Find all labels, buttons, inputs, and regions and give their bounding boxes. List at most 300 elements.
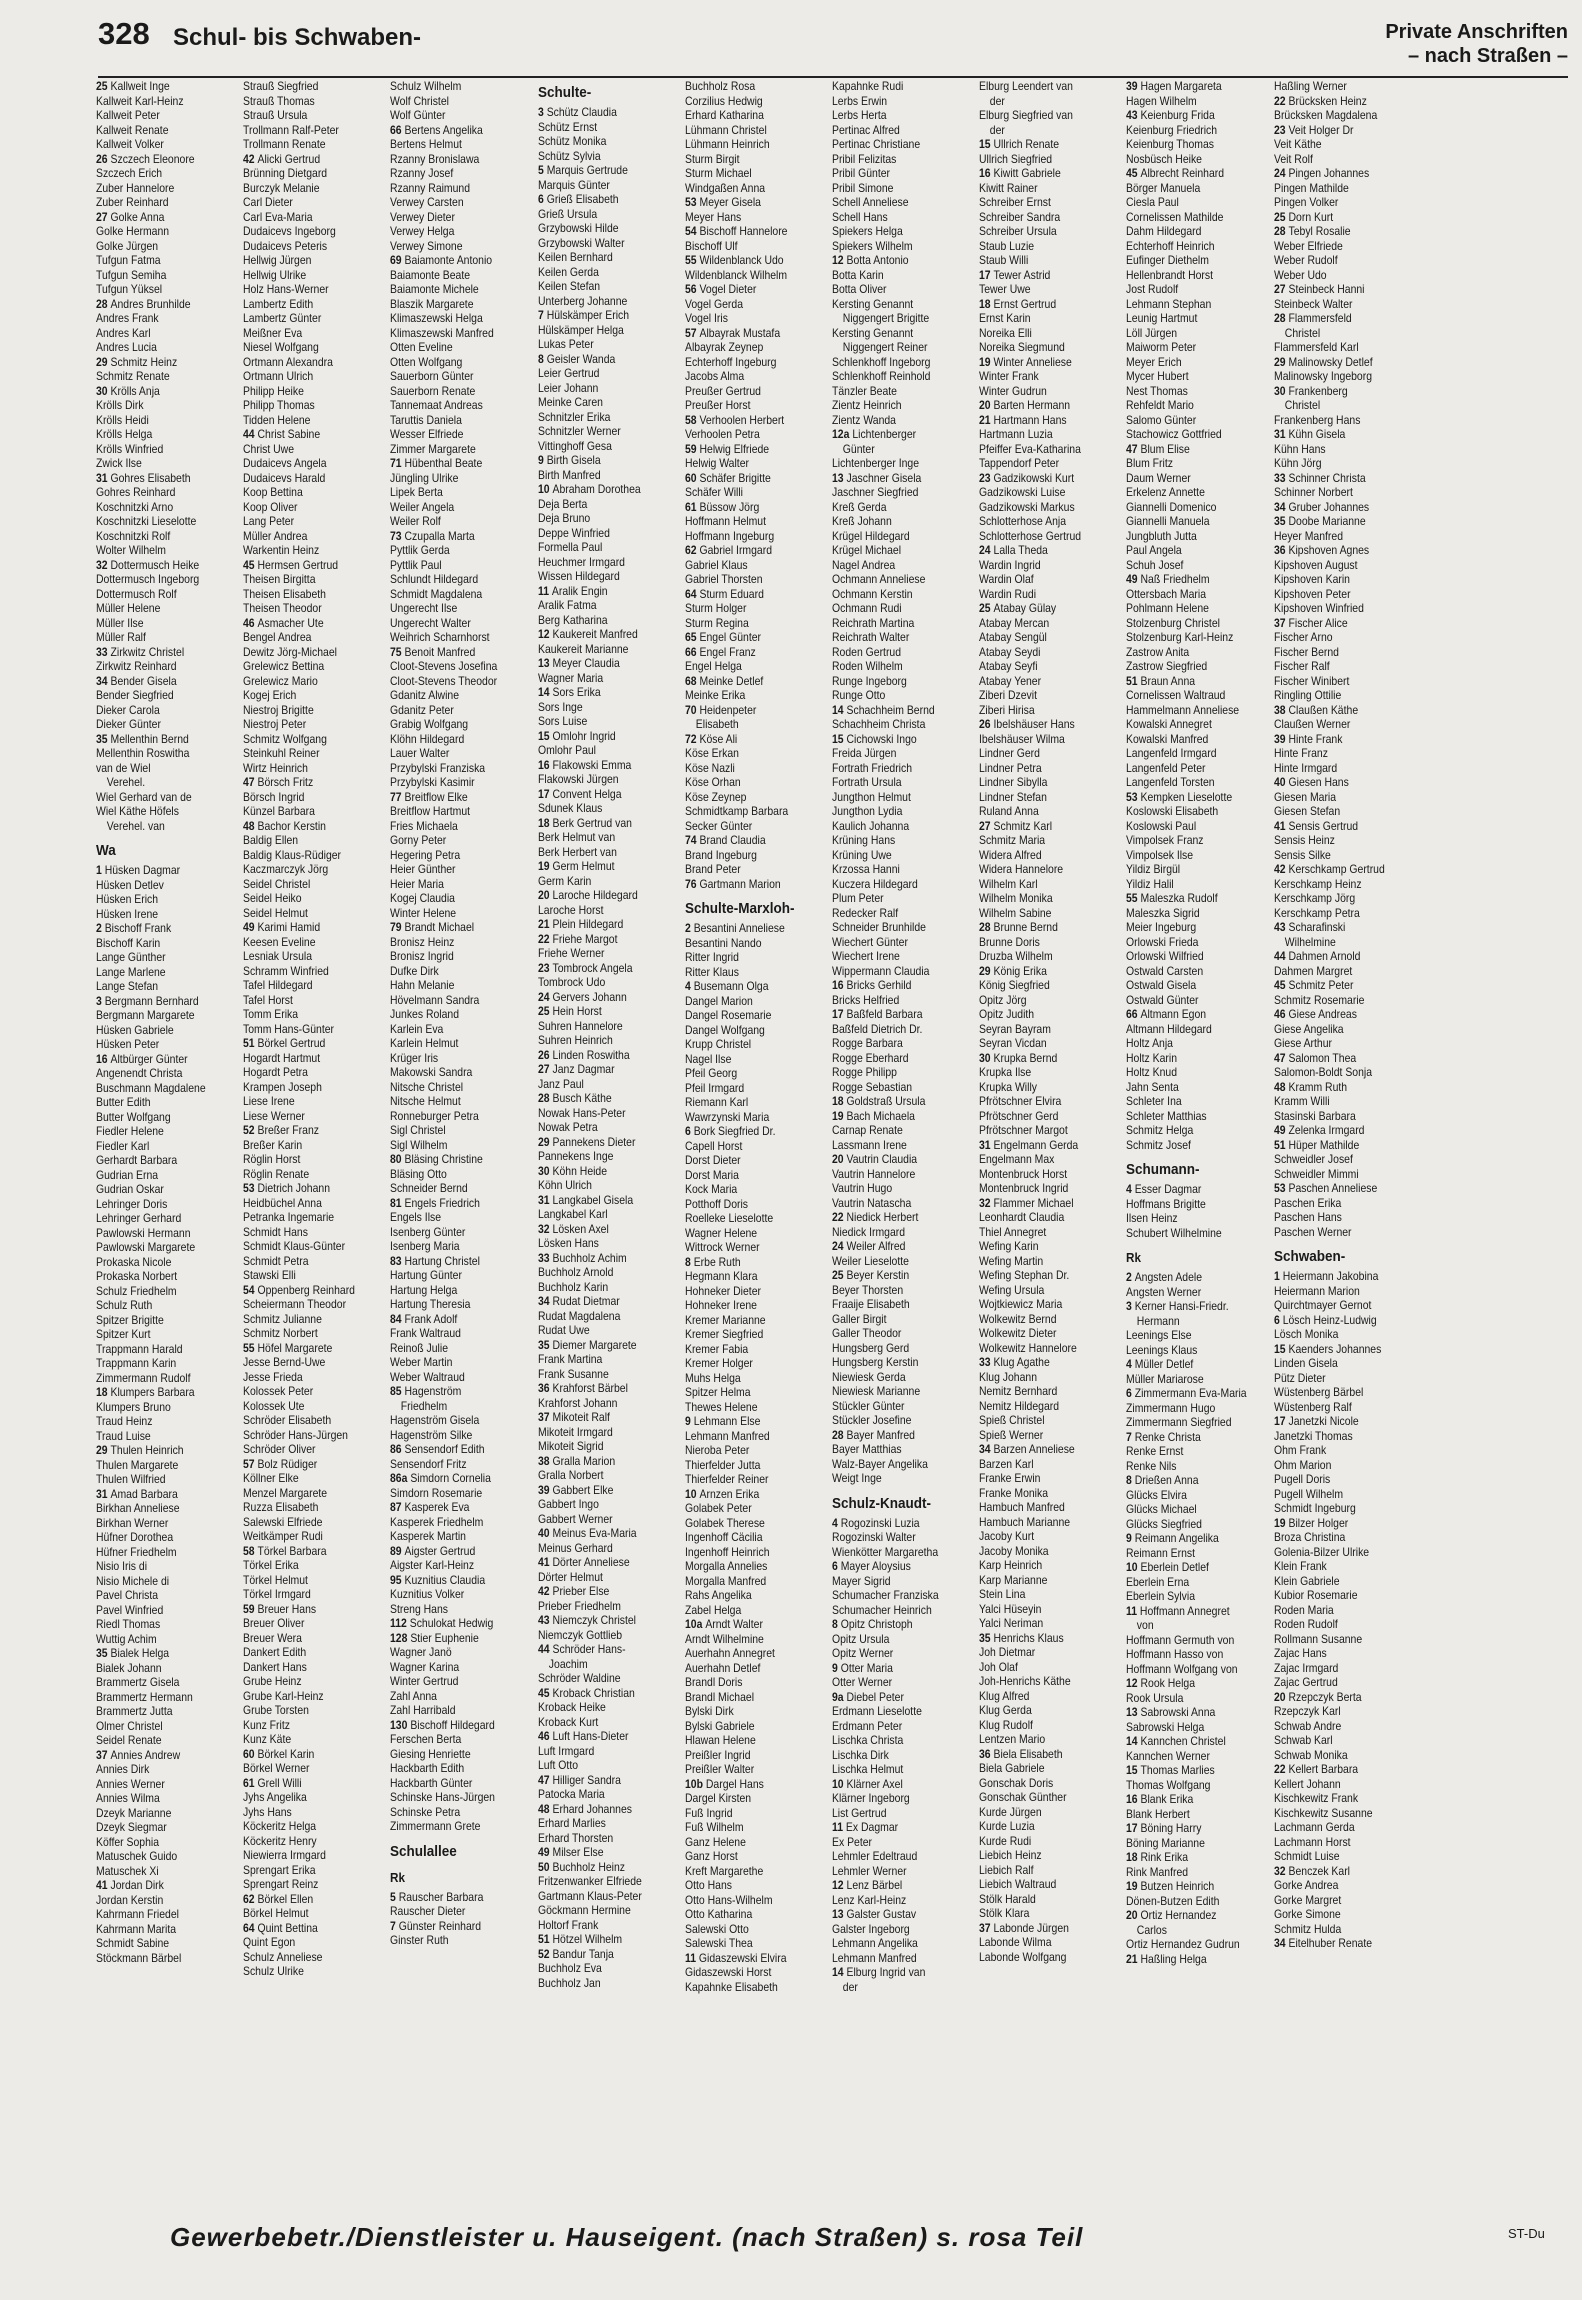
resident-entry: Lachmann Horst [1273,1835,1351,1849]
resident-entry: Marquis Günter [537,178,610,192]
resident-entry: Keienburg Friedrich [1126,123,1218,137]
resident-entry: Butter Edith [96,1096,151,1109]
resident-entry: Bischoff Karin [96,936,161,950]
house-number: 60 [684,471,700,485]
resident-entry: 1 Hüsken Dagmar [96,864,181,877]
house-number: 95 [390,1573,405,1587]
resident-entry: 23 Veit Holger Dr [1273,123,1354,137]
resident-entry: Zientz Wanda [832,413,896,427]
house-number: 55 [684,254,700,267]
resident-entry: 55 Maleszka Rudolf [1126,892,1219,905]
resident-entry: 66 Bertens Angelika [390,123,484,137]
resident-entry: 24 Pingen Johannes [1273,167,1369,180]
house-number: 25 [96,80,111,93]
resident-entry: Bricks Helfried [832,993,900,1007]
resident-entry: Makowski Sandra [390,1066,473,1079]
resident-entry: Simdorn Rosemarie [390,1486,483,1500]
resident-entry: 18 Goldstraß Ursula [832,1095,926,1108]
resident-entry: 44 Dahmen Arnold [1273,950,1361,963]
resident-entry: Joh Dietmar [979,1646,1036,1659]
resident-entry: Dudaicevs Ingeborg [243,225,336,238]
house-number: 15 [1273,1342,1289,1356]
resident-entry: Langenfeld Irmgard [1126,747,1217,760]
house-number: 27 [96,210,111,224]
resident-entry: Atabay Seyfi [979,660,1038,673]
resident-entry: Müller Helene [96,602,161,615]
footer-note: Gewerbebetr./Dienstleister u. Hauseigent. (nach Straßen) s. rosa Teil [170,2222,1084,2252]
resident-entry: Kremer Siegfried [684,1328,764,1341]
resident-entry: Hellwig Jürgen [243,254,312,267]
resident-entry: Schröder Hans-Jürgen [243,1428,349,1442]
house-number: 23 [979,471,994,485]
resident-entry: Schröder Elisabeth [243,1414,332,1427]
resident-entry: Sturm Michael [684,167,752,180]
resident-entry: Schlenkhoff Ingeborg [832,355,931,369]
resident-entry: Opitz Judith [979,1008,1035,1021]
resident-entry: Engel Helga [684,660,742,673]
resident-entry: Omlohr Paul [537,744,596,757]
resident-entry: Hlawan Helene [684,1734,756,1747]
house-number: 1 [1273,1270,1283,1283]
resident-entry: Schäfer Willi [684,486,743,499]
resident-entry: Bayer Matthias [832,1443,902,1456]
resident-entry: Zimmermann Grete [390,1820,481,1833]
resident-entry: König Siegfried [979,979,1050,992]
resident-entry: Tufgun Semiha [96,268,167,282]
resident-entry: 34 Bender Gisela [96,674,177,688]
resident-entry: 1 Heiermann Jakobina [1273,1270,1379,1283]
resident-entry: Ortmann Alexandra [243,355,334,369]
resident-entry: Gabbert Ingo [537,1498,599,1511]
resident-entry: Verwey Helga [390,225,455,238]
house-number: 48 [537,1802,553,1816]
resident-entry: Roden Gertrud [832,645,902,659]
house-number: 26 [537,1048,553,1062]
resident-entry: 12a Lichtenberger [832,428,917,441]
resident-entry: Schmitz Norbert [243,1327,318,1340]
house-number: 33 [96,645,111,659]
resident-entry: Riemann Karl [684,1096,749,1109]
resident-entry: Birkhan Werner [96,1516,169,1530]
resident-entry: Steinbeck Walter [1273,297,1353,311]
house-number: 54 [684,225,700,238]
resident-entry: Buchholz Karin [537,1280,608,1294]
house-number: 5 [537,164,547,177]
resident-entry: 53 Paschen Anneliese [1273,1182,1377,1195]
resident-entry: Köhn Ulrich [537,1179,592,1192]
resident-entry: Ganz Horst [684,1850,738,1863]
resident-entry: Heier Günther [390,863,456,876]
resident-entry: Hüsken Detlev [96,878,164,892]
resident-entry: Keilen Gerda [537,265,599,279]
resident-entry: Tufgun Yüksel [96,283,163,296]
resident-entry: 25 Beyer Kerstin [832,1269,910,1282]
resident-entry: Grzybowski Hilde [537,222,619,235]
resident-entry: Tidden Helene [243,413,311,427]
resident-entry: Widera Hannelore [979,863,1064,876]
resident-entry: Wildenblanck Wilhelm [684,268,787,282]
resident-entry: Hartmann Luzia [979,428,1053,441]
resident-entry: Roden Rudolf [1273,1618,1338,1631]
resident-entry: Gidaszewski Horst [684,1966,772,1979]
resident-entry: Verwey Carsten [390,196,465,209]
resident-entry: Engels Ilse [390,1211,442,1224]
resident-entry: Weiler Lieselotte [832,1254,909,1268]
resident-entry: 47 Blum Elise [1126,442,1191,456]
resident-entry: 19 Winter Anneliese [979,355,1072,369]
resident-entry: Tufgun Fatma [96,254,161,267]
resident-entry: Jungbluth Jutta [1126,529,1198,543]
house-number: 19 [1273,1516,1289,1530]
resident-entry: Kaukereit Marianne [537,642,629,656]
resident-entry: 38 Gralla Marion [537,1454,615,1468]
resident-entry: Wagner Helene [684,1226,757,1240]
resident-entry: Kurde Luzia [979,1820,1035,1833]
resident-entry: Druzba Wilhelm [979,950,1053,963]
resident-entry: Kasperek Martin [390,1530,467,1543]
resident-entry: Kallweit Volker [96,138,164,151]
house-number: 8 [684,1255,694,1269]
resident-entry: Janetzki Thomas [1273,1429,1353,1443]
resident-entry: 40 Giesen Hans [1273,776,1349,789]
resident-entry: Montenbruck Ingrid [979,1182,1069,1195]
resident-entry: 71 Hübenthal Beate [390,457,483,470]
resident-entry: Müller Ralf [96,631,146,644]
resident-entry: Dudaicevs Peteris [243,239,328,253]
resident-entry: 10 Abraham Dorothea [537,483,641,496]
resident-entry: Klein Frank [1273,1560,1327,1573]
resident-entry: Koslowski Elisabeth [1126,805,1219,818]
resident-entry: Kolossek Peter [243,1385,314,1398]
house-number: 2 [684,922,694,935]
resident-entry: Zimmer Margarete [390,442,477,456]
resident-entry: Gartmann Klaus-Peter [537,1889,642,1903]
resident-entry: Echterhoff Ingeburg [684,355,777,369]
resident-entry: Noreika Siegmund [979,341,1066,354]
resident-entry: Krügel Hildegard [832,529,910,543]
resident-entry: Flakowski Jürgen [537,773,619,786]
resident-entry: Schuh Josef [1126,558,1184,572]
resident-entry: Krüning Uwe [832,848,892,862]
house-number: 2 [1126,1271,1136,1284]
resident-entry: Kreß Gerda [832,500,887,514]
house-number: 28 [537,1092,553,1105]
house-number: 10 [684,1487,700,1501]
resident-entry: Galler Birgit [832,1312,887,1326]
resident-entry: Dahm Hildegard [1126,225,1202,238]
house-number: 23 [537,961,553,975]
resident-entry: Salewski Otto [684,1922,749,1936]
resident-entry: Zimmermann Hugo [1126,1401,1216,1415]
resident-entry: 19 Bilzer Holger [1273,1516,1348,1530]
resident-entry: 27 Golke Anna [96,210,165,224]
street-heading: Wa [96,842,116,859]
resident-entry: 6 Mayer Aloysius [832,1560,911,1573]
resident-entry: Strauß Siegfried [243,80,319,93]
resident-entry: 47 Hilliger Sandra [537,1773,621,1787]
resident-entry: Schütz Ernst [537,120,597,134]
house-number: 4 [1126,1183,1136,1196]
resident-entry: Liebich Heinz [979,1849,1042,1862]
resident-entry: Hagenström Silke [390,1428,473,1442]
resident-entry: 31 Gohres Elisabeth [96,471,191,485]
house-number: 35 [96,1647,111,1660]
house-number: 22 [1273,94,1289,108]
resident-entry: Baßfeld Dietrich Dr. [832,1022,923,1036]
resident-entry: Mayer Sigrid [832,1574,891,1588]
resident-entry: Veit Käthe [1273,138,1322,151]
house-number: 30 [1273,384,1289,398]
resident-entry: Schreiber Sandra [979,210,1061,224]
house-number: 51 [1126,674,1141,688]
resident-entry: Vautrin Hugo [832,1182,893,1195]
resident-entry: Pfeil Irmgard [684,1081,744,1095]
resident-entry: Reichrath Walter [832,631,910,644]
resident-entry: 6 Zimmermann Eva-Maria [1126,1387,1248,1400]
resident-entry: Zirkwitz Reinhard [96,660,177,673]
house-number: 8 [1126,1474,1136,1487]
resident-entry: Golenia-Bilzer Ulrike [1273,1545,1369,1559]
resident-entry: Hüfner Dorothea [96,1531,174,1544]
resident-entry: Leonhardt Claudia [979,1211,1065,1224]
resident-entry: Gdanitz Peter [390,703,455,717]
house-number: 20 [537,889,553,902]
house-number: 5 [390,1890,400,1904]
house-number: 44 [243,428,258,441]
resident-entry: 46 Luft Hans-Dieter [537,1730,629,1743]
house-number: 12 [832,1879,847,1892]
resident-entry: Buchholz Jan [537,1976,601,1990]
resident-entry: Winter Helene [390,906,457,920]
house-number: 12 [1126,1677,1141,1690]
resident-entry: Fischer Ralf [1273,660,1330,673]
resident-entry: Echterhoff Heinrich [1126,239,1215,253]
resident-entry: 45 Albrecht Reinhard [1126,167,1225,180]
resident-entry: Junkes Roland [390,1008,460,1021]
house-number: 31 [96,471,111,485]
resident-entry: Dahmen Margret [1273,964,1352,978]
resident-entry: Jahn Senta [1126,1080,1180,1094]
house-number: 26 [96,152,111,166]
resident-entry: Weiler Rolf [390,515,442,528]
resident-entry: Stasinski Barbara [1273,1109,1356,1123]
resident-entry: Menzel Margarete [243,1486,328,1500]
resident-entry: Schmitz Hulda [1273,1922,1341,1936]
resident-entry: Wesser Elfriede [390,428,464,441]
house-number: 32 [537,1222,553,1236]
resident-entry: Rogge Sebastian [832,1080,913,1094]
resident-entry: Paschen Werner [1273,1225,1352,1239]
resident-entry: Wardin Rudi [979,587,1037,601]
resident-entry: Schweidler Mimmi [1273,1167,1359,1181]
house-number: 42 [243,152,258,166]
resident-entry: Prokaska Norbert [96,1270,178,1283]
resident-entry: Winter Gertrud [390,1675,459,1688]
resident-entry: Fuß Wilhelm [684,1821,744,1834]
resident-entry: Labonde Wolfgang [979,1950,1067,1964]
resident-entry: 65 Engel Günter [684,631,761,644]
resident-entry: Schachheim Christa [832,718,926,731]
resident-entry: Krampen Joseph [243,1080,323,1094]
resident-entry: Mikoteit Sigrid [537,1440,604,1453]
resident-entry: 86a Simdorn Cornelia [390,1472,492,1485]
resident-entry: Preißler Walter [684,1763,754,1776]
resident-entry: Kogej Erich [243,689,297,702]
resident-entry: Köse Erkan [684,747,739,760]
resident-entry: Pingen Volker [1273,196,1338,209]
resident-entry: Runge Ingeborg [832,674,907,688]
resident-entry: Meier Ingeburg [1126,921,1197,934]
resident-entry: 50 Buchholz Heinz [537,1860,625,1874]
resident-entry: 55 Wildenblanck Udo [684,254,784,267]
house-number: 25 [979,602,994,615]
resident-entry: Klumpers Bruno [96,1400,171,1414]
resident-entry: Lauer Walter [390,747,450,760]
resident-entry: Jesse Frieda [243,1370,303,1384]
resident-entry: Lenz Karl-Heinz [832,1893,907,1907]
house-number: 20 [832,1153,847,1166]
house-number: 25 [832,1269,847,1282]
resident-entry: Pohlmann Helene [1126,602,1210,615]
house-number: 45 [1126,167,1141,180]
resident-entry: Pertinac Christiane [832,138,921,151]
resident-entry: Dudaicevs Harald [243,471,326,485]
resident-entry: Lange Stefan [96,980,159,993]
house-number: 3 [537,106,547,119]
resident-entry: Günter [842,442,875,456]
resident-entry: Börsch Ingrid [243,790,305,804]
resident-entry: Burczyk Melanie [243,181,320,195]
resident-entry: Kreß Johann [832,515,892,528]
district-code: Rk [1126,1250,1142,1265]
resident-entry: Sensendorf Fritz [390,1457,467,1471]
resident-entry: Atabay Sengül [979,631,1048,644]
resident-entry: Opitz Ursula [832,1632,890,1646]
resident-entry: Zastrow Anita [1126,645,1190,659]
resident-entry: Hagenström Gisela [390,1414,480,1427]
resident-entry: Freida Jürgen [832,747,897,760]
resident-entry: 9 Reimann Angelika [1126,1532,1220,1545]
house-number: 21 [537,918,553,931]
resident-entry: Golabek Therese [684,1516,765,1530]
resident-entry: Elburg Siegfried van [979,109,1074,122]
resident-entry: Kurde Jürgen [979,1805,1042,1819]
house-number: 56 [684,283,700,296]
house-number: 66 [390,123,405,137]
resident-entry: Riedl Thomas [96,1618,161,1631]
resident-entry: Corzilius Hedwig [684,94,763,108]
resident-entry: Wiechert Günter [832,935,908,949]
house-number: 2 [96,922,105,935]
resident-entry: 40 Meinus Eva-Maria [537,1527,637,1540]
resident-entry: 52 Breßer Franz [243,1124,320,1137]
resident-entry: Köse Nazli [684,761,735,775]
resident-entry: Hoffmann Germuth von [1126,1633,1235,1647]
resident-entry: Eufinger Diethelm [1126,254,1210,267]
resident-entry: Kerschkamp Petra [1273,906,1360,920]
resident-entry: Bläsing Otto [390,1167,448,1181]
resident-entry: Gorke Andrea [1273,1879,1338,1892]
resident-entry: Franke Monika [979,1486,1049,1500]
resident-entry: 4 Busemann Olga [684,980,769,993]
house-number: 58 [684,413,700,427]
resident-entry: 18 Klumpers Barbara [96,1386,195,1399]
resident-entry: Pyttlik Gerda [390,544,451,557]
resident-entry: 75 Benoit Manfred [390,645,476,659]
house-number: 29 [96,355,111,369]
resident-entry: Zuber Reinhard [96,196,169,209]
directory-column [685,80,831,2206]
resident-entry: Muhs Helga [684,1371,741,1385]
house-number: 6 [1126,1387,1136,1400]
resident-entry: Potthoff Doris [684,1197,748,1211]
resident-entry: Sprengart Erika [243,1863,316,1877]
house-number: 18 [832,1095,847,1108]
resident-entry: 18 Rink Erika [1126,1851,1189,1864]
house-number: 13 [832,1908,847,1921]
house-number: 31 [979,1138,994,1152]
resident-entry: Schulz Ulrike [243,1965,305,1978]
resident-entry: Schell Hans [832,210,888,224]
resident-entry: Szczech Erich [96,167,163,180]
resident-entry: Niemczyk Gottlieb [537,1628,622,1642]
house-number: 81 [390,1196,405,1210]
resident-entry: 36 Krahforst Bärbel [537,1382,628,1395]
resident-entry: Quint Egon [243,1936,296,1949]
house-number: 31 [537,1193,553,1207]
house-number: 48 [1273,1080,1289,1094]
resident-entry: Hartung Günter [390,1269,463,1282]
resident-entry: Jaschner Siegfried [832,486,919,499]
resident-entry: Yildiz Halil [1126,877,1175,891]
resident-entry: 3 Kerner Hansi-Friedr. [1126,1300,1230,1313]
resident-entry: Spieß Werner [979,1428,1044,1442]
house-number: 34 [537,1295,553,1308]
resident-entry: Bialek Johann [96,1661,162,1675]
resident-entry: Brücksken Magdalena [1273,109,1377,122]
resident-entry: Gonschak Doris [979,1776,1054,1790]
resident-entry: 29 Schmitz Heinz [96,355,178,369]
resident-entry: Kiwitt Rainer [979,181,1038,195]
resident-entry: Wefing Karin [979,1240,1039,1253]
resident-entry: Vimpolsek Franz [1126,834,1204,847]
house-number: 69 [390,254,405,267]
resident-entry: Leier Johann [537,381,598,395]
resident-entry: Karp Heinrich [979,1559,1043,1572]
resident-entry: Ottersbach Maria [1126,587,1207,601]
house-number: 17 [1273,1415,1289,1428]
resident-entry: Langkabel Karl [537,1208,608,1221]
resident-entry: Morgalla Annelies [684,1560,768,1573]
resident-entry: Bender Siegfried [96,689,174,702]
house-number: 61 [684,500,700,514]
house-number: 43 [1126,109,1141,122]
resident-entry: Stöckmann Bärbel [96,1951,182,1965]
resident-entry: Ostwald Günter [1126,993,1199,1007]
resident-entry: Carlos [1137,1923,1168,1937]
resident-entry: Cloot-Stevens Theodor [390,674,498,688]
resident-entry: Klärner Ingeborg [832,1792,910,1805]
resident-entry: Törkel Erika [243,1559,299,1572]
resident-entry: 49 Zelenka Irmgard [1273,1124,1365,1137]
resident-entry: Lange Marlene [96,965,166,979]
resident-entry: Schlundt Hildegard [390,573,479,586]
house-number: 16 [832,979,847,992]
house-number: 23 [1273,123,1289,137]
resident-entry: Salewski Thea [684,1937,753,1950]
resident-entry: Bischoff Ulf [684,239,738,253]
resident-entry: Tafel Horst [243,993,294,1007]
